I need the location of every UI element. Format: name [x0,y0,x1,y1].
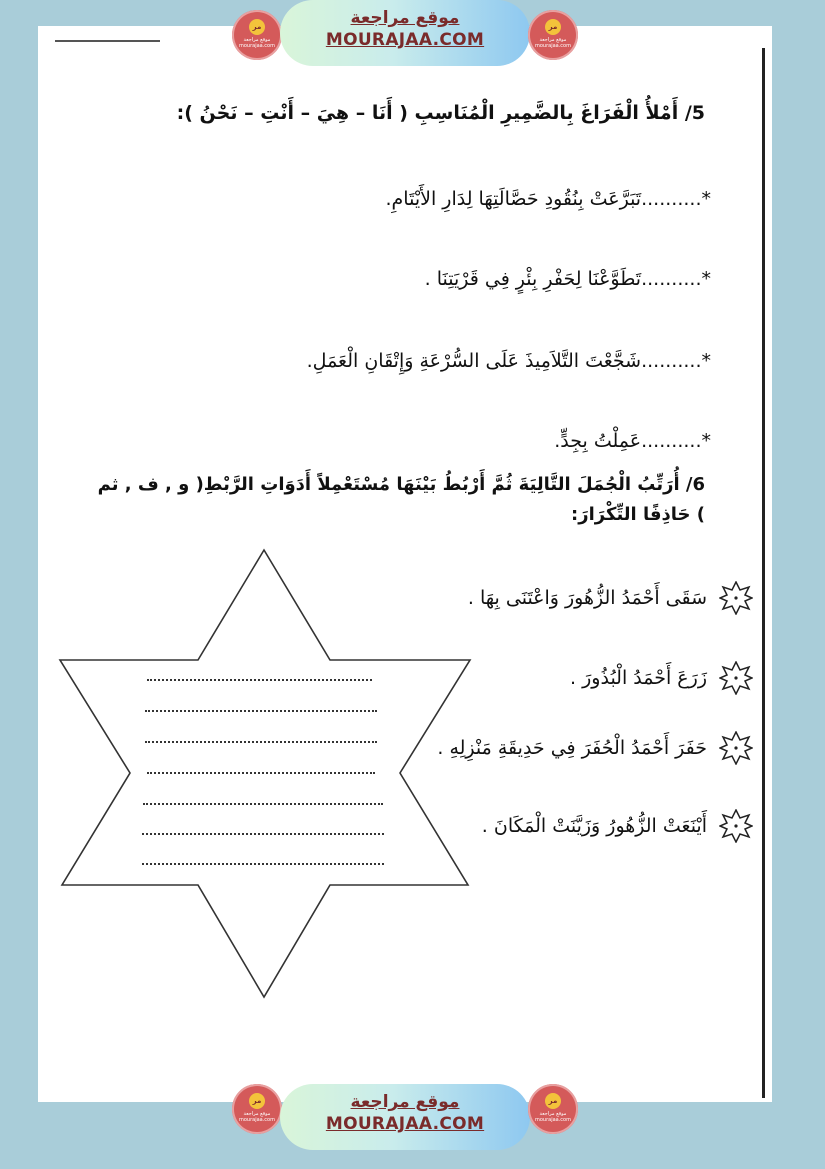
eight-point-star-icon [719,581,753,615]
eight-point-star-icon [719,661,753,695]
badge-text: موقع مراجعة mourajaa.com [238,37,275,49]
logo-badge-right-top [528,10,578,60]
page-border-right [762,48,765,1098]
list-item [570,658,753,698]
sentence-text: أَيْنَعَتْ الزُّهُورُ وَزَيَّنَتْ الْمَكَانَ . [481,815,707,837]
eight-point-star-icon [719,809,753,843]
list-item [437,728,753,768]
banner-arabic-title[interactable]: موقع مراجعة [350,8,460,28]
banner-site-url[interactable]: MOURAJAA.COM [325,1114,485,1134]
banner-arabic-title[interactable]: موقع مراجعة [350,1092,460,1112]
answer-star-area [50,545,480,1005]
six-point-star-icon [50,545,480,1005]
answer-line[interactable] [145,741,377,743]
logo-icon: ﻣﺮ [545,1093,561,1109]
sentence-text: سَقَى أَحْمَدُ الزُّهُورَ وَاعْتَنَى بِهَا . [467,587,707,609]
logo-icon: ﻣﺮ [545,19,561,35]
logo-icon: ﻣﺮ [249,1093,265,1109]
sentence-text: زَرَعَ أَحْمَدُ الْبُذُورَ . [570,667,707,689]
page-border-top [55,40,160,42]
answer-line[interactable] [142,863,384,865]
sentence-text: حَفَرَ أَحْمَدُ الْحُفَرَ فِي حَدِيقَةِ مَنْزِلِهِ . [437,737,707,759]
exercise-6-title: 6/ أُرَتِّبُ الْجُمَلَ التَّالِيَةَ ثُمَّ أَرْبُطُ بَيْنَهَا مُسْتَعْمِلاً أَدَوَاتِ الرَّبْطِ( و , ف , ثم ) حَاذِفًا التِّكْرَارَ: [97,474,705,525]
exercise-5-title: 5/ أَمْلأُ الْفَرَاغَ بِالضَّمِيرِ الْمُنَاسِبِ ( أَنَا – هِيَ – أَنْتِ – نَحْنُ ): [176,102,705,124]
answer-line[interactable] [147,772,375,774]
site-banner-bottom[interactable] [280,1084,530,1150]
list-item [468,578,753,618]
logo-icon: ﻣﺮ [249,19,265,35]
logo-badge-left-bottom [232,1084,282,1134]
answer-line[interactable] [142,833,384,835]
eight-point-star-icon [719,731,753,765]
answer-line[interactable] [143,803,383,805]
exercise-5-sentence-3: *..........شَجَّعْتَ التَّلاَمِيذَ عَلَى السُّرْعَةِ وَإِتْقَانِ الْعَمَلِ. [306,350,711,372]
badge-text: موقع مراجعة mourajaa.com [238,1111,275,1123]
banner-site-url[interactable]: MOURAJAA.COM [325,30,485,50]
logo-badge-right-bottom [528,1084,578,1134]
badge-text: موقع مراجعة mourajaa.com [534,37,571,49]
answer-line[interactable] [145,710,377,712]
answer-line[interactable] [147,679,372,681]
site-banner-top[interactable] [280,0,530,66]
list-item [482,806,753,846]
exercise-5-sentence-1: *..........تَبَرَّعَتْ بِنُقُودِ حَصَّالَتِهَا لِدَارِ الأَيْتَامِ. [385,188,711,210]
exercise-5-sentence-2: *..........تَطَوَّعْنَا لِحَفْرِ بِئْرٍ فِي قَرْيَتِنَا . [424,268,711,290]
logo-badge-left-top [232,10,282,60]
badge-text: موقع مراجعة mourajaa.com [534,1111,571,1123]
exercise-5-sentence-4: *..........عَمِلْتُ بِجِدٍّ. [554,430,711,452]
